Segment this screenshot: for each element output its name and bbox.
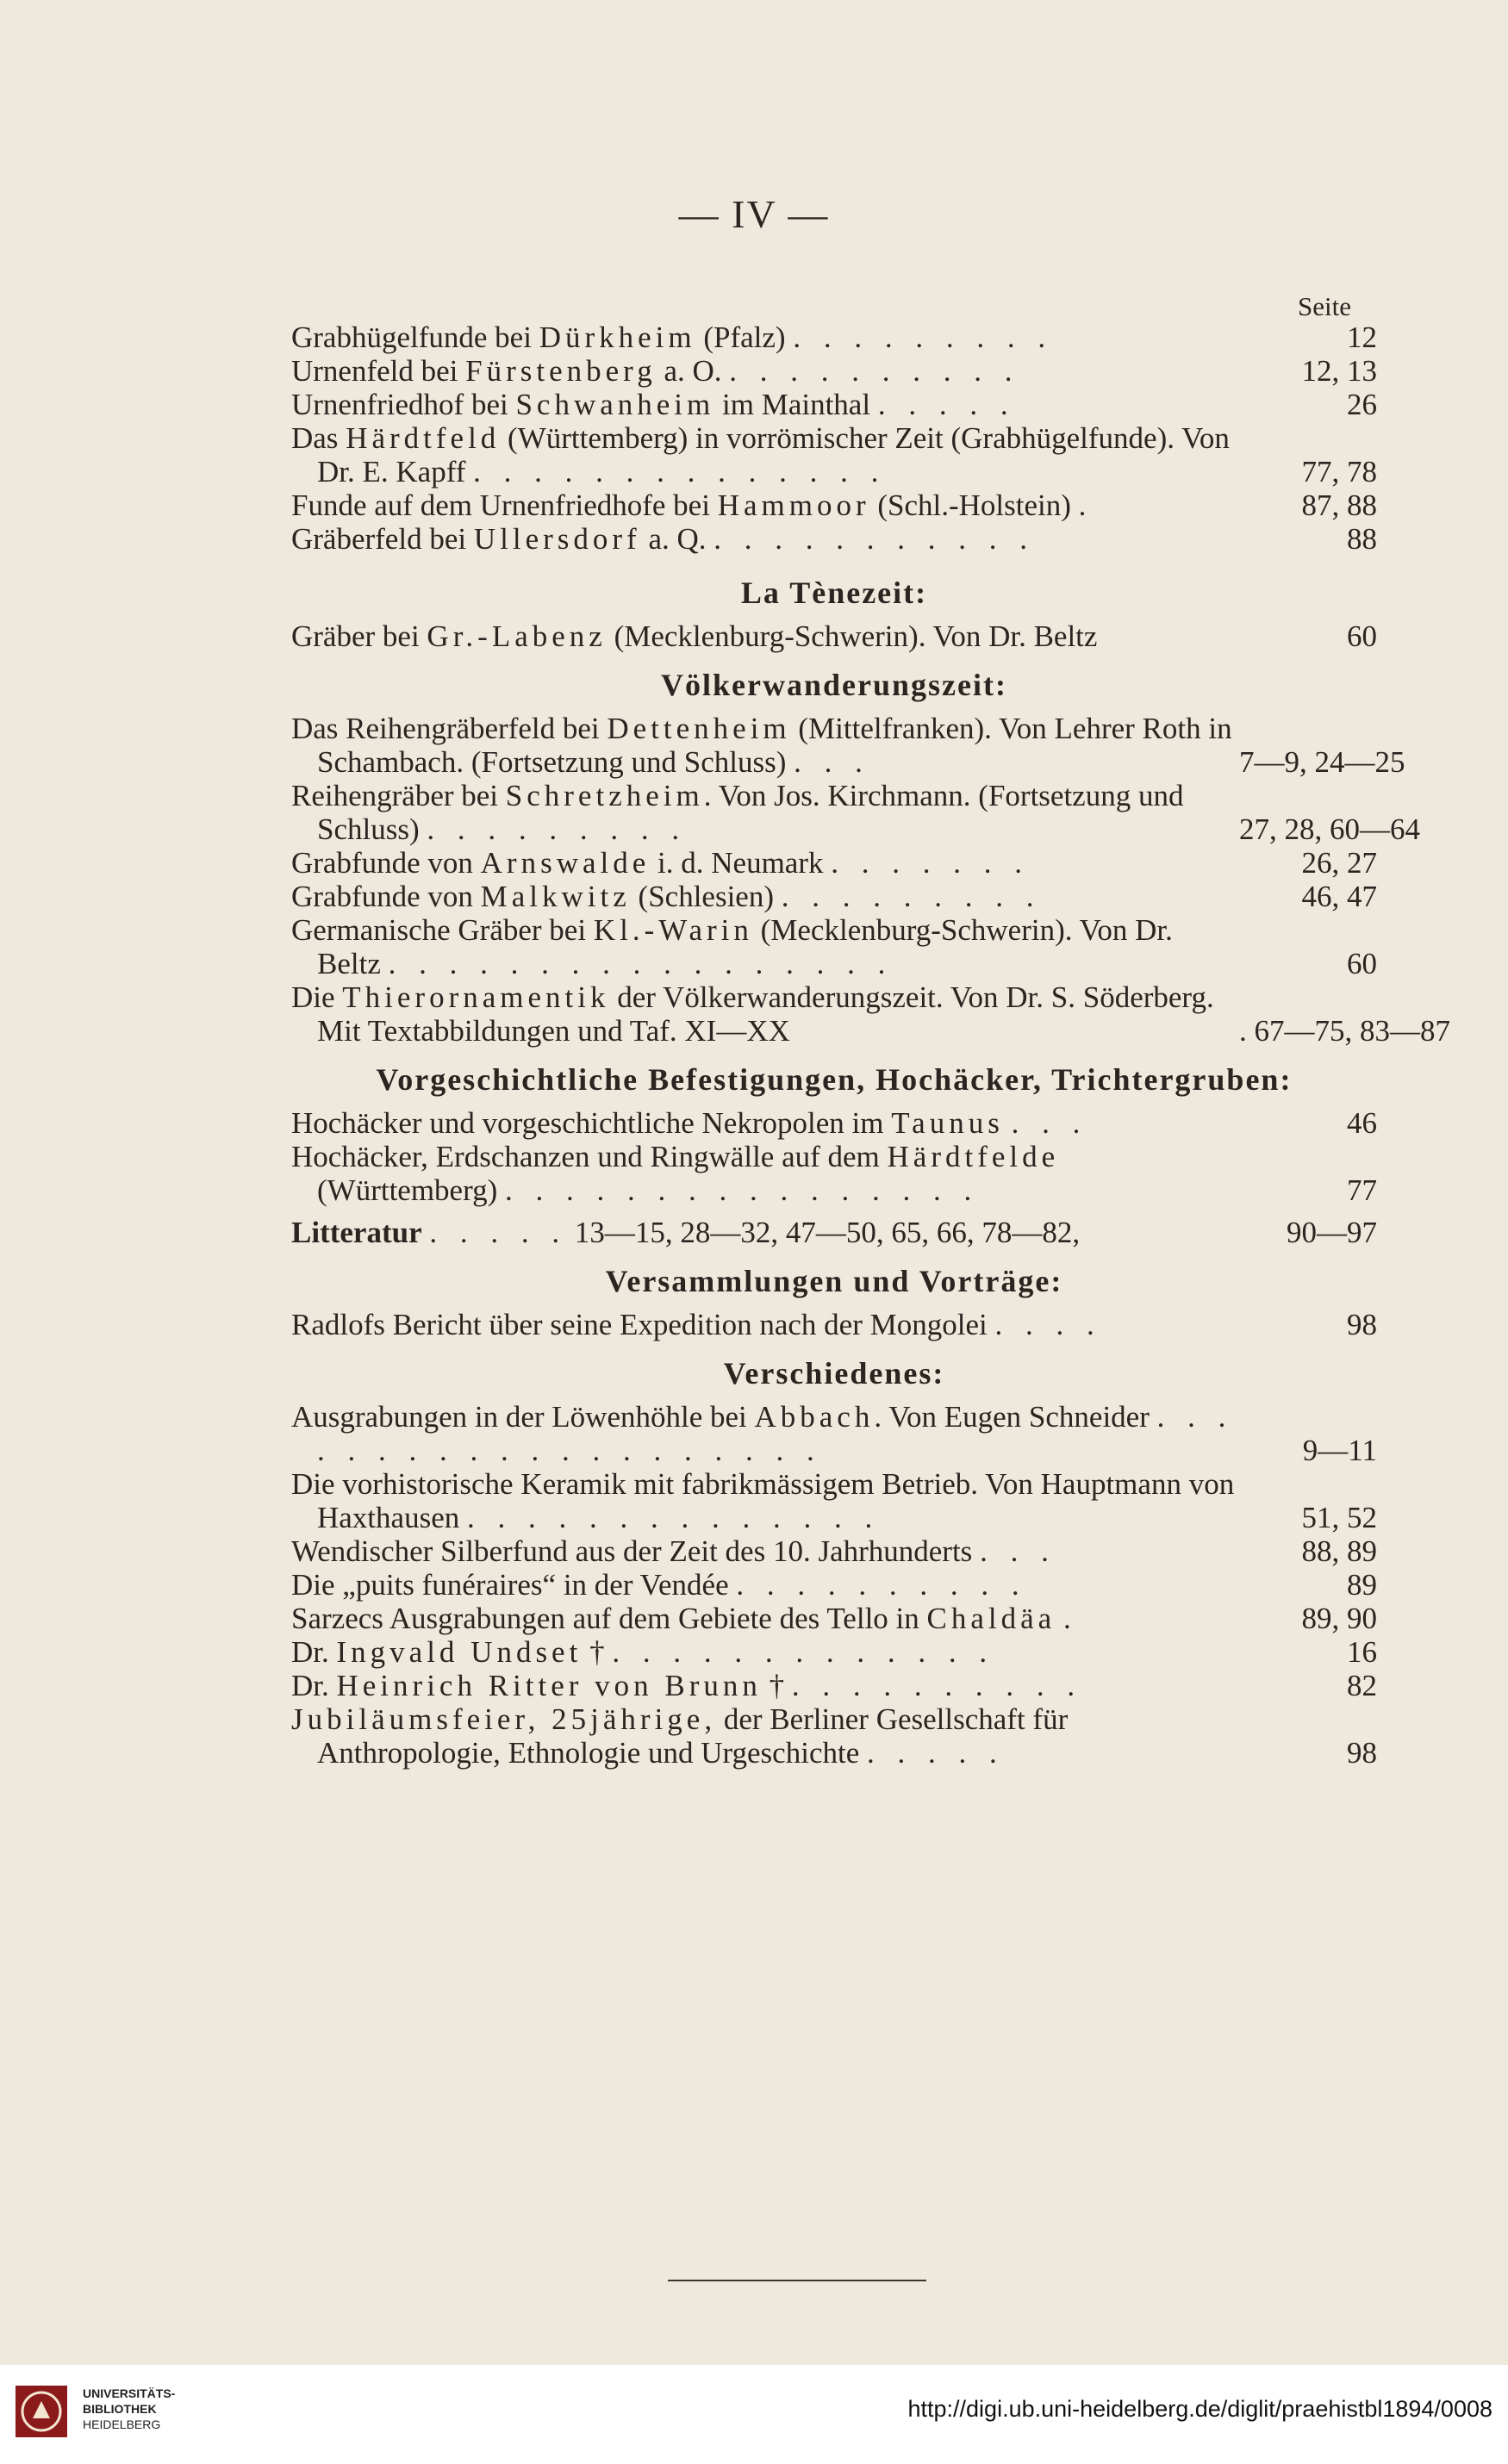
entry-title: Reihengräber bei Schretzheim. Von Jos. Kirchmann. (Fortsetzung und Schluss) . . . . . . . . . xyxy=(291,779,1184,846)
toc-entry xyxy=(291,354,1377,388)
section-heading: Versammlungen und Vorträge: xyxy=(605,1264,1063,1298)
toc-entry xyxy=(291,980,1450,1048)
entry-page: 12, 13 xyxy=(1301,354,1377,388)
entry-title: Das Reihengräberfeld bei Dettenheim (Mittelfranken). Von Lehrer Roth in Schambach. (Fortsetzung und Schluss) . . . xyxy=(291,712,1232,779)
entry-page: 88 xyxy=(1347,522,1377,556)
footer xyxy=(0,2365,1508,2464)
toc-entry xyxy=(291,913,1377,980)
entry-page: 46 xyxy=(1347,1106,1377,1140)
entry-page: 89 xyxy=(1347,1568,1377,1602)
toc-entry xyxy=(291,1702,1377,1770)
entry-page: 26 xyxy=(1347,388,1377,421)
section-heading: La Tènezeit: xyxy=(740,576,928,610)
entry-title: Die Thierornamentik der Völkerwanderungszeit. Von Dr. S. Söderberg. Mit Textabbildungen und Taf. XI—XX xyxy=(291,980,1214,1048)
entry-page: 46, 47 xyxy=(1301,880,1377,913)
toc-entry xyxy=(291,619,1377,653)
toc-entry xyxy=(291,522,1377,556)
page-header: — IV — xyxy=(678,192,830,236)
entry-page: 88, 89 xyxy=(1301,1534,1377,1568)
toc-entry xyxy=(291,421,1377,488)
toc-entry xyxy=(291,320,1377,354)
entry-title: Urnenfriedhof bei Schwanheim im Mainthal . . . . . xyxy=(291,388,1016,421)
entry-title: Grabfunde von Arnswalde i. d. Neumark . . . . . . . xyxy=(291,846,1030,880)
entry-page: 98 xyxy=(1347,1308,1377,1341)
entry-page: 60 xyxy=(1347,947,1377,980)
entry-title: Gräber bei Gr.-Labenz (Mecklenburg-Schwerin). Von Dr. Beltz xyxy=(291,619,1098,653)
toc-entry xyxy=(291,1216,1377,1249)
entry-title: Radlofs Bericht über seine Expedition nach der Mongolei . . . . xyxy=(291,1308,1102,1341)
entry-title: Germanische Gräber bei Kl.-Warin (Mecklenburg-Schwerin). Von Dr. Beltz . . . . . . . . . . . . . . . . . xyxy=(291,913,1173,980)
entry-page: 27, 28, 60—64 xyxy=(1239,812,1420,846)
toc-entry xyxy=(291,1140,1377,1207)
toc-entry xyxy=(291,1534,1377,1568)
entry-title: Wendischer Silberfund aus der Zeit des 10. Jahrhunderts . . . xyxy=(291,1534,1056,1568)
entry-page: 12 xyxy=(1347,320,1377,354)
divider xyxy=(668,2280,926,2281)
section-heading: Vorgeschichtliche Befestigungen, Hochäcker, Trichtergruben: xyxy=(376,1062,1293,1097)
toc-entry xyxy=(291,846,1377,880)
entry-page: 89, 90 xyxy=(1301,1602,1377,1635)
toc-entry xyxy=(291,1602,1377,1635)
entry-title: Sarzecs Ausgrabungen auf dem Gebiete des Tello in Chaldäa . xyxy=(291,1602,1079,1635)
library-line-1: UNIVERSITÄTS- xyxy=(83,2386,176,2400)
entry-title: Die „puits funéraires“ in der Vendée . . . . . . . . . . xyxy=(291,1568,1027,1602)
entry-title: Dr. Heinrich Ritter von Brunn † . . . . . . . . . . xyxy=(291,1669,1083,1702)
library-line-2: BIBLIOTHEK xyxy=(83,2402,157,2416)
source-url-link[interactable]: http://digi.ub.uni-heidelberg.de/diglit/praehistbl1894/0008 xyxy=(907,2396,1492,2422)
entry-page: 7—9, 24—25 xyxy=(1239,745,1405,779)
entry-page: 26, 27 xyxy=(1301,846,1377,880)
entry-page: 16 xyxy=(1347,1635,1377,1669)
entry-title: Litteratur . . . . . 13—15, 28—32, 47—50, 65, 66, 78—82, xyxy=(291,1216,1081,1249)
toc-entry xyxy=(291,712,1405,779)
entry-page: 87, 88 xyxy=(1301,488,1377,522)
toc-entry xyxy=(291,1308,1377,1341)
page-column-label: Seite xyxy=(1298,291,1351,321)
entry-page: 77 xyxy=(1347,1173,1377,1207)
library-name xyxy=(83,2386,175,2432)
table-of-contents xyxy=(291,320,1450,1770)
entry-page: 82 xyxy=(1347,1669,1377,1702)
toc-entry xyxy=(291,880,1377,913)
toc-entry xyxy=(291,1568,1377,1602)
entry-title: Funde auf dem Urnenfriedhofe bei Hammoor (Schl.-Holstein) . xyxy=(291,488,1094,522)
entry-title: Urnenfeld bei Fürstenberg a. O. . . . . . . . . . . xyxy=(291,354,1020,388)
entry-title: Das Härdtfeld (Württemberg) in vorrömischer Zeit (Grabhügelfunde). Von Dr. E. Kapff . . . . . . . . . . . . . . xyxy=(291,421,1230,488)
entry-title: Ausgrabungen in der Löwenhöhle bei Abbach. Von Eugen Schneider . . . . . . . . . . . . . . . . . . . . xyxy=(291,1400,1234,1467)
entry-title: Hochäcker, Erdschanzen und Ringwälle auf dem Härdtfelde (Württemberg) . . . . . . . . . . . . . . . . xyxy=(291,1140,1060,1207)
entry-page: 60 xyxy=(1347,619,1377,653)
section-heading: Verschiedenes: xyxy=(723,1356,945,1391)
seal-icon xyxy=(14,2384,69,2439)
entry-title: Dr. Ingvald Undset † . . . . . . . . . . . . . xyxy=(291,1635,995,1669)
toc-entry xyxy=(291,388,1377,421)
entry-page: 77, 78 xyxy=(1301,455,1377,488)
toc-entry xyxy=(291,488,1377,522)
entry-page: 51, 52 xyxy=(1301,1501,1377,1534)
entry-title: Gräberfeld bei Ullersdorf a. Q. . . . . . . . . . . . xyxy=(291,522,1036,556)
toc-entry xyxy=(291,1400,1377,1467)
section-heading: Völkerwanderungszeit: xyxy=(661,668,1007,702)
entry-title: Hochäcker und vorgeschichtliche Nekropolen im Taunus . . . xyxy=(291,1106,1088,1140)
entry-title: Jubiläumsfeier, 25jährige, der Berliner Gesellschaft für Anthropologie, Ethnologie und Urgeschichte . . . . . xyxy=(291,1702,1069,1770)
entry-page: 98 xyxy=(1347,1736,1377,1770)
entry-title: Grabfunde von Malkwitz (Schlesien) . . . . . . . . . xyxy=(291,880,1042,913)
entry-page: 9—11 xyxy=(1302,1434,1377,1467)
library-line-3: HEIDELBERG xyxy=(83,2417,161,2431)
entry-page: 90—97 xyxy=(1287,1216,1377,1249)
entry-page: . 67—75, 83—87 xyxy=(1239,1014,1450,1048)
toc-entry xyxy=(291,779,1420,846)
toc-entry xyxy=(291,1635,1377,1669)
toc-entry xyxy=(291,1106,1377,1140)
toc-entry xyxy=(291,1669,1377,1702)
entry-title: Grabhügelfunde bei Dürkheim (Pfalz) . . . . . . . . . xyxy=(291,320,1054,354)
toc-entry xyxy=(291,1467,1377,1534)
entry-title: Die vorhistorische Keramik mit fabrikmässigem Betrieb. Von Hauptmann von Haxthausen . . . . . . . . . . . . . . xyxy=(291,1467,1235,1534)
